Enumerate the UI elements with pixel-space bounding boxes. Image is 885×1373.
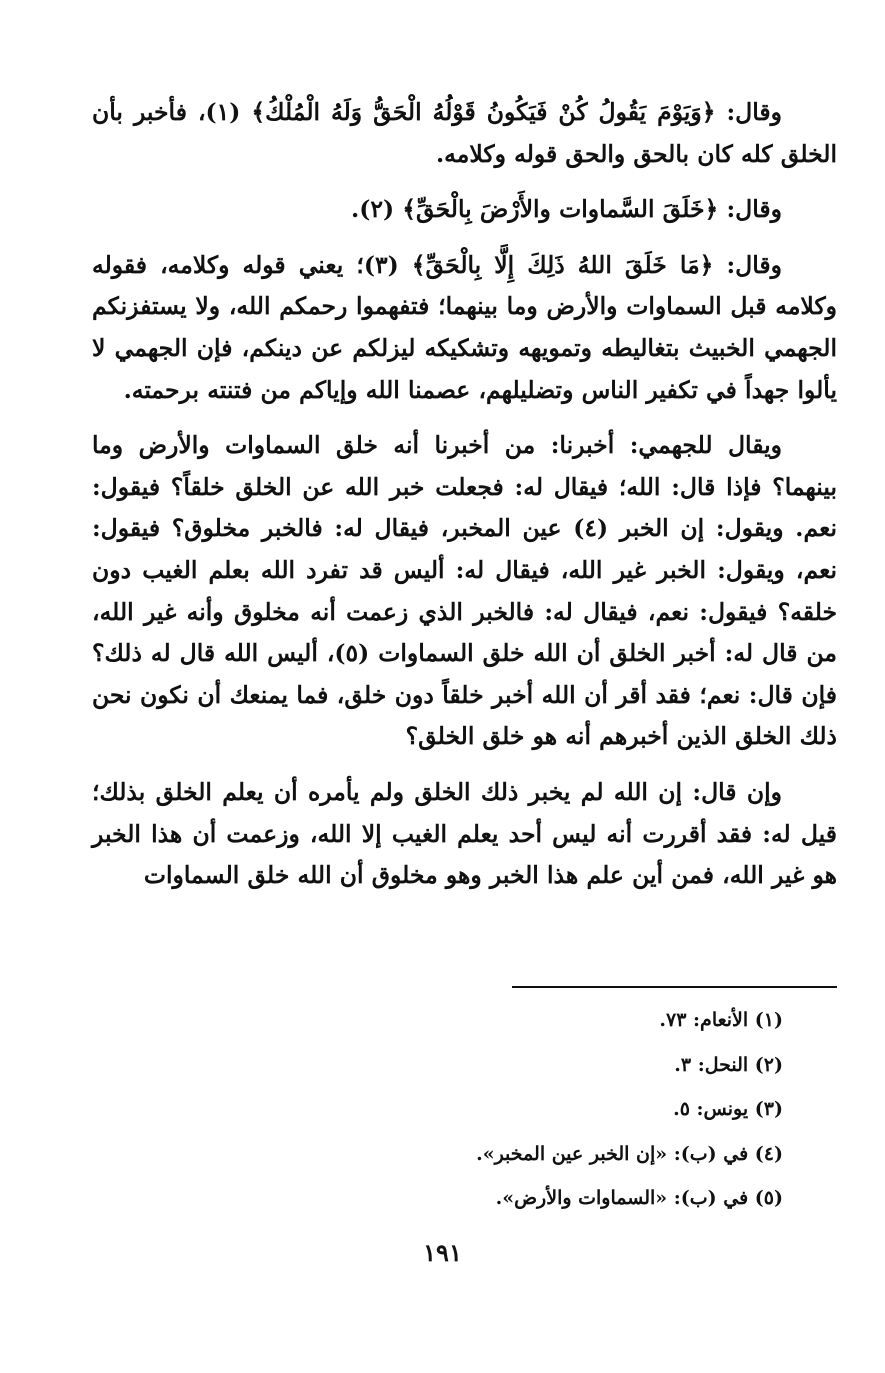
footnote-5: (٥) في (ب): «السماوات والأرض».	[495, 1187, 783, 1209]
footnote-3: (٣) يونس: ٥.	[673, 1098, 783, 1120]
footnote-1: (١) الأنعام: ٧٣.	[659, 1009, 783, 1031]
footnote-4: (٤) في (ب): «إن الخبر عين المخبر».	[476, 1142, 783, 1165]
paragraph-5: وإن قال: إن الله لم يخبر ذلك الخلق ولم يأمره أن يعلم الخلق بذلك؛ قيل له: فقد أقررت أنه ليس أحد يعلم الغيب إلا الله، وزعمت أن هذا الخبر هو غير الله، فمن أين علم هذا الخبر وهو مخلوق أن الله خلق السماوات	[92, 777, 837, 890]
paragraph-2: وقال: ﴿خَلَقَ السَّماوات والأَرْضَ بِالْحَقِّ﴾ (٢).	[351, 195, 782, 224]
paragraph-1: وقال: ﴿وَيَوْمَ يَقُولُ كُنْ فَيَكُونُ قَوْلُهُ الْحَقُّ وَلَهُ الْمُلْكُ﴾ (١)، فأخبر بأن الخلق كله كان بالحق والحق قوله وكلامه.	[92, 98, 837, 168]
paragraph-4: ويقال للجهمي: أخبرنا: من أخبرنا أنه خلق السماوات والأرض وما بينهما؟ فإذا قال: الله؛ فيقال له: فجعلت خبر الله عن الخلق خلقاً؟ فيقول: نعم. ويقول: إن الخبر (٤) عين المخبر، فيقال له: فالخبر مخلوق؟ فيقول: نعم، ويقول: الخبر غير الله، فيقال له: أليس قد تفرد الله بعلم الغيب دون خلقه؟ فيقول: نعم، فيقال له: فالخبر الذي زعمت أنه مخلوق وأنه غير الله، من قال له: أخبر الخلق أن الله خلق السماوات (٥)، أليس الله قال له ذلك؟ فإن قال: نعم؛ فقد أقر أن الله أخبر خلقاً دون خلق، فما يمنعك أن نكون نحن ذلك الخلق الذين أخبرهم أنه هو خلق الخلق؟	[92, 431, 838, 751]
main-text	[92, 92, 837, 897]
paragraph-3: وقال: ﴿مَا خَلَقَ اللهُ ذَلِكَ إِلَّا بِالْحَقِّ﴾ (٣)؛ يعني قوله وكلامه، فقوله وكلامه قبل السماوات والأرض وما بينهما؛ فتفهموا رحمكم الله، ولا يستفزنكم الجهمي الخبيث بتغاليطه وتمويهه وتشكيكه ليزلكم عن دينكم، فإن الجهمي لا يألوا جهداً في تكفير الناس وتضليلهم، عصمنا الله وإياكم من فتنته برحمته.	[92, 250, 837, 404]
page-number: ١٩١	[423, 1238, 462, 1267]
footnotes	[103, 998, 783, 1221]
footnote-2: (٢) النحل: ٣.	[674, 1053, 783, 1076]
footnote-divider	[512, 986, 837, 988]
